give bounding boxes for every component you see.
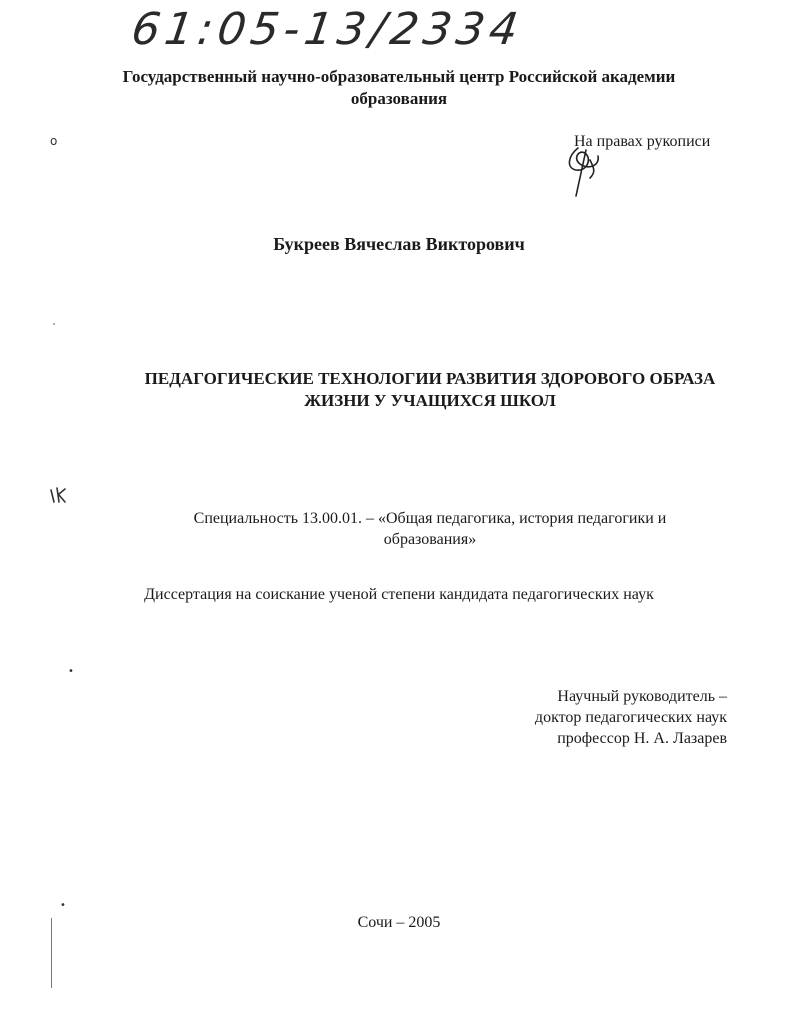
author-name: Букреев Вячеслав Викторович: [273, 234, 525, 254]
margin-dot: •: [68, 666, 74, 677]
specialty-line-1: Специальность 13.00.01. – «Общая педагогика, история педагогики и: [193, 510, 667, 527]
dissertation-title: [120, 368, 740, 412]
supervisor-block: [440, 686, 727, 749]
dissertation-type: Диссертация на соискание ученой степени кандидата педагогических наук: [144, 586, 654, 603]
rights-note: На правах рукописи: [574, 133, 711, 150]
title-line-2: ЖИЗНИ У УЧАЩИХСЯ ШКОЛ: [304, 391, 556, 410]
city-year: Сочи – 2005: [357, 914, 441, 931]
signature-icon: [560, 140, 610, 200]
margin-mark: ॱ: [52, 320, 56, 334]
margin-dot: •: [60, 900, 66, 911]
supervisor-line-1: Научный руководитель –: [557, 688, 727, 705]
organization: [0, 66, 798, 110]
organization-line-1: Государственный научно-образовательный центр Российской академии: [122, 67, 676, 86]
margin-mark-icon: [48, 484, 70, 506]
specialty: [110, 508, 750, 550]
specialty-line-2: образования»: [383, 531, 477, 548]
supervisor-line-3: профессор Н. А. Лазарев: [557, 730, 727, 747]
supervisor-line-2: доктор педагогических наук: [534, 709, 727, 726]
title-line-1: ПЕДАГОГИЧЕСКИЕ ТЕХНОЛОГИИ РАЗВИТИЯ ЗДОРОВОГО ОБРАЗА: [144, 369, 716, 388]
organization-line-2: образования: [350, 89, 448, 108]
margin-mark: ο: [50, 134, 58, 148]
archive-code: 61:05-13/2334: [128, 4, 527, 55]
